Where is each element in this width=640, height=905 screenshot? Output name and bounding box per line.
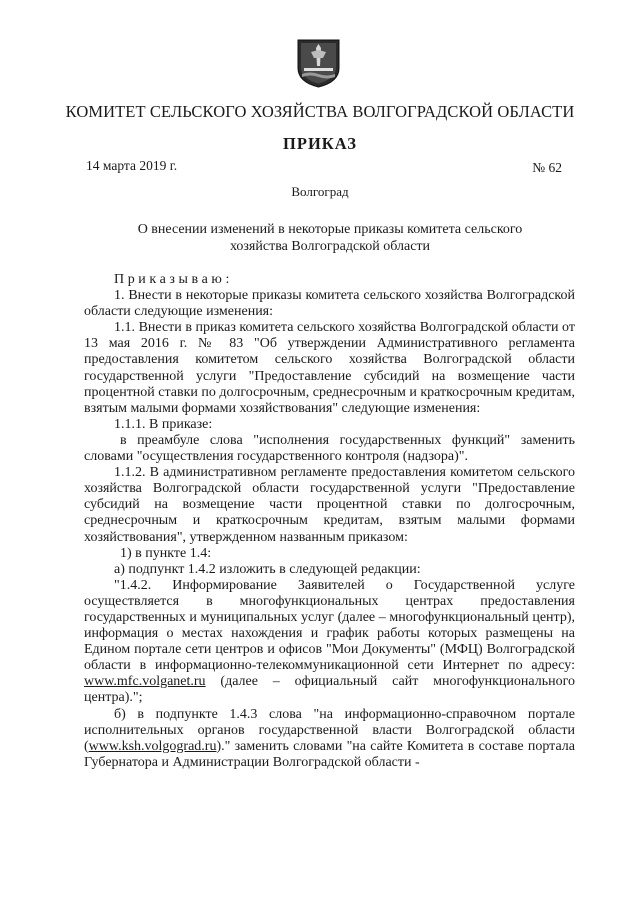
paragraph-item-b-text: б) в подпункте 1.4.3 слова "на информационно-справочном портале исполнительных органов государственной власти Волгоградской области (	[84, 706, 575, 754]
order-word-paragraph	[84, 272, 575, 288]
paragraph-item-1: 1) в пункте 1.4:	[120, 545, 212, 561]
paragraph-1-4-2-tail: (далее – официальный сайт многофункционального центра).";	[84, 674, 575, 706]
agency-name: КОМИТЕТ СЕЛЬСКОГО ХОЗЯЙСТВА ВОЛГОГРАДСКОЙ ОБЛАСТИ	[65, 102, 575, 121]
subject-line-1: О внесении изменений в некоторые приказы комитета сельского	[137, 222, 523, 237]
coat-of-arms-emblem	[296, 38, 341, 88]
order-word: Приказываю:	[114, 272, 233, 287]
document-number: № 62	[532, 160, 562, 175]
paragraph-1-1-1: 1.1.1. В приказе:	[114, 416, 213, 432]
mfc-website-link[interactable]: www.mfc.volganet.ru	[84, 674, 206, 690]
ksh-website-link[interactable]: www.ksh.volgograd.ru	[88, 738, 217, 754]
paragraph-1: 1. Внести в некоторые приказы комитета сельского хозяйства Волгоградской области следующие изменения:	[84, 288, 575, 320]
paragraph-item-b-tail: )." заменить словами "на сайте Комитета в составе портала Губернатора и Администрации Волгоградской области -	[84, 738, 575, 770]
document-body	[84, 272, 575, 771]
paragraph-1-4-2	[84, 578, 575, 707]
document-date: 14 марта 2019 г.	[86, 158, 178, 173]
paragraph-1-1-2: 1.1.2. В административном регламенте предоставления комитетом сельского хозяйства Волгоградской области государственной услуги "Предоставление субсидий на возмещение части процентной ставки по долгосрочным, среднесрочным и краткосрочным кредитам, взятым малыми формами хозяйствования", утвержденном названным приказом:	[84, 465, 575, 545]
document-subject	[120, 221, 540, 255]
paragraph-preamble: в преамбуле слова "исполнения государственных функций" заменить словами "осуществления государственного контроля (надзора)".	[84, 432, 575, 465]
document-type: ПРИКАЗ	[283, 134, 357, 153]
paragraph-1-1: 1.1. Внести в приказ комитета сельского хозяйства Волгоградской области от 13 мая 2016 г. № 83 "Об утверждении Административного регламента предоставления комитетом сельского хозяйства Волгоградской области государственной услуги "Предоставление субсидий на возмещение части процентной ставки по долгосрочным, среднесрочным и краткосрочным кредитам, взятым малыми формами хозяйствования" следующие изменения:	[84, 320, 575, 416]
document-city: Волгоград	[291, 184, 349, 199]
paragraph-1-4-2-text: "1.4.2. Информирование Заявителей о Государственной услуге осуществляется в многофункциональных центрах предоставления государственных и муниципальных услуг (далее – многофункциональный центр), информация о местах нахождения и график работы которых размещены на Едином портале сети центров и офисов "Мои Документы" (МФЦ) Волгоградской области в информационно-телекоммуникационной сети Интернет по адресу:	[84, 577, 575, 674]
paragraph-item-a: а) подпункт 1.4.2 изложить в следующей редакции:	[114, 561, 421, 577]
paragraph-item-b	[84, 707, 575, 771]
subject-line-2: хозяйства Волгоградской области	[229, 239, 431, 254]
